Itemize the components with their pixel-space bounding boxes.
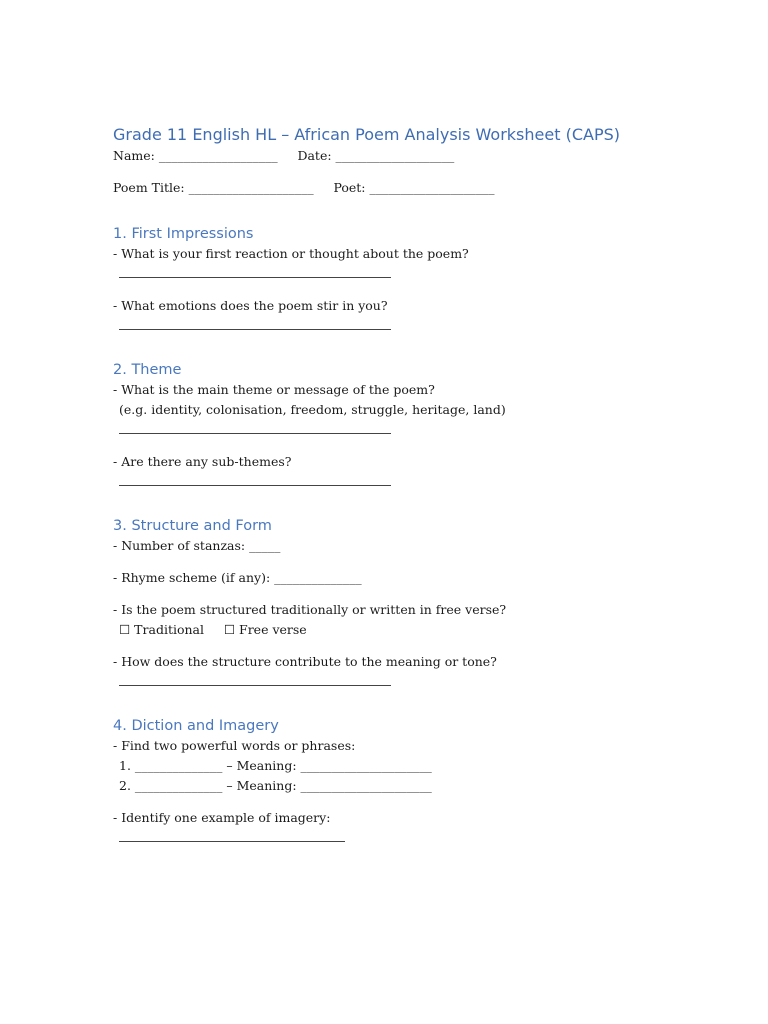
word-meaning-item-2[interactable]: 2. ______________ – Meaning: _____________________: [119, 778, 432, 793]
section-heading-structure-form: 3. Structure and Form: [113, 518, 272, 534]
answer-line[interactable]: [119, 420, 391, 434]
section-heading-diction-imagery: 4. Diction and Imagery: [113, 718, 279, 734]
worksheet-title: Grade 11 English HL – African Poem Analysis Worksheet (CAPS): [113, 125, 620, 144]
question-number-of-stanzas[interactable]: - Number of stanzas: _____: [113, 538, 281, 553]
answer-line[interactable]: [119, 472, 391, 486]
poem-title-poet-line[interactable]: Poem Title: ____________________ Poet: ____________________: [113, 180, 495, 195]
answer-line[interactable]: [119, 316, 391, 330]
answer-line[interactable]: [119, 672, 391, 686]
name-date-line[interactable]: Name: ___________________ Date: ___________________: [113, 148, 455, 163]
worksheet-content: [113, 124, 713, 848]
question-emotions: - What emotions does the poem stir in you?: [113, 298, 388, 313]
question-imagery-example: - Identify one example of imagery:: [113, 810, 331, 825]
form-checkbox-options[interactable]: ☐ Traditional ☐ Free verse: [119, 622, 307, 637]
question-main-theme-hint: (e.g. identity, colonisation, freedom, struggle, heritage, land): [119, 402, 506, 417]
question-powerful-words: - Find two powerful words or phrases:: [113, 738, 356, 753]
answer-line[interactable]: [119, 828, 345, 842]
word-meaning-item-1[interactable]: 1. ______________ – Meaning: _____________________: [119, 758, 432, 773]
question-traditional-or-free: - Is the poem structured traditionally or written in free verse?: [113, 602, 507, 617]
section-heading-theme: 2. Theme: [113, 362, 182, 378]
answer-line[interactable]: [119, 264, 391, 278]
question-structure-contribution: - How does the structure contribute to the meaning or tone?: [113, 654, 497, 669]
question-sub-themes: - Are there any sub-themes?: [113, 454, 292, 469]
question-rhyme-scheme[interactable]: - Rhyme scheme (if any): ______________: [113, 570, 362, 585]
question-main-theme: - What is the main theme or message of the poem?: [113, 382, 435, 397]
section-heading-first-impressions: 1. First Impressions: [113, 226, 254, 242]
question-first-reaction: - What is your first reaction or thought about the poem?: [113, 246, 469, 261]
